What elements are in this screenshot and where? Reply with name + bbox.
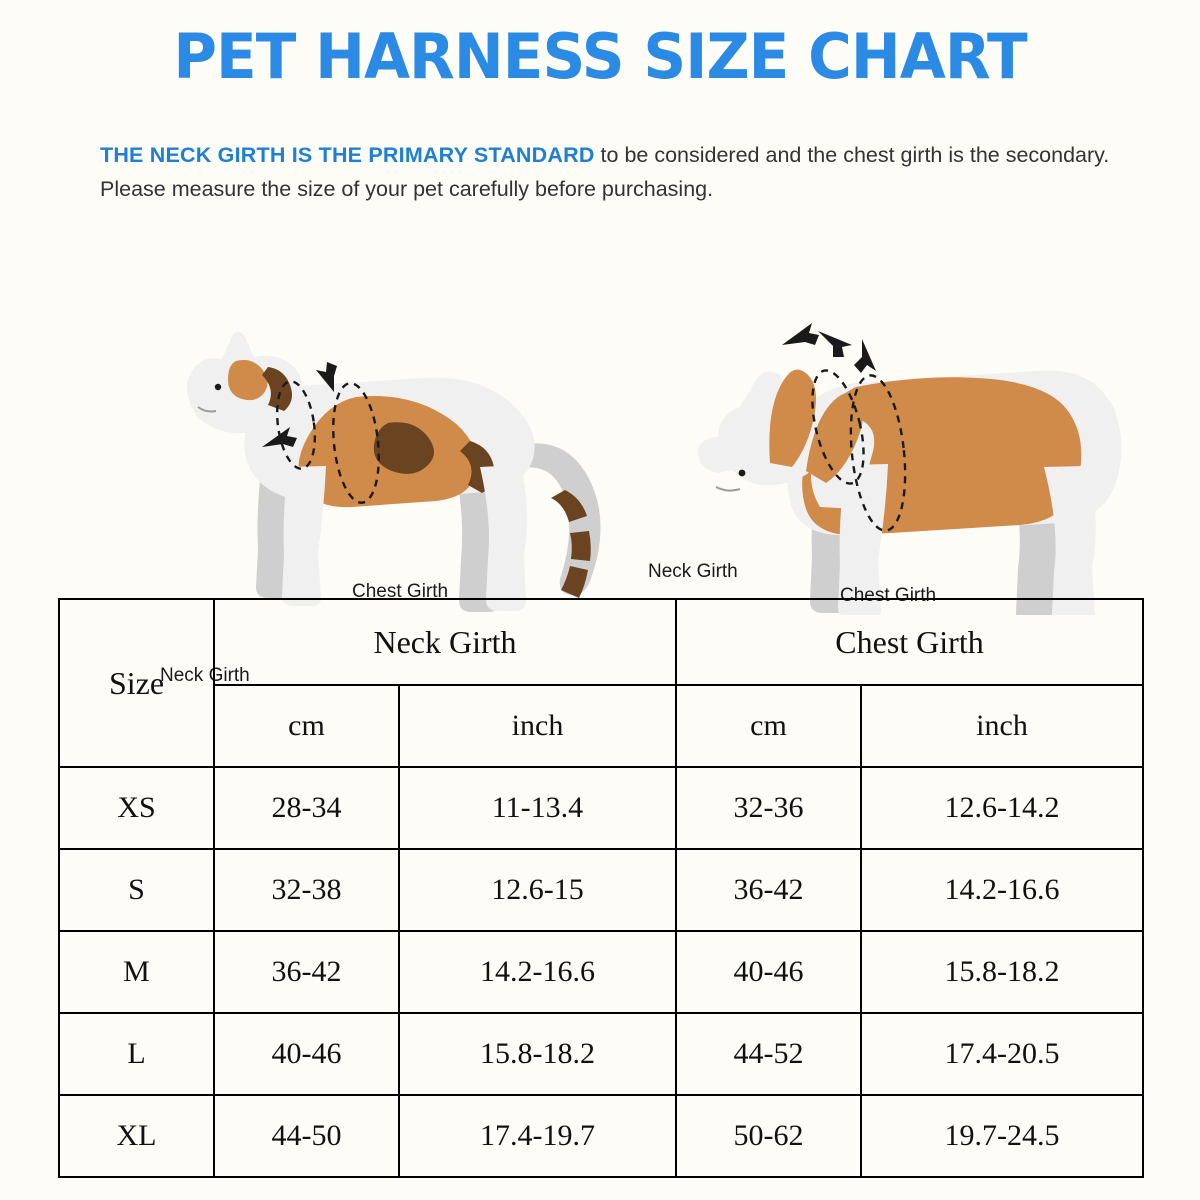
cell-chest-inch: 15.8-18.2: [861, 931, 1143, 1013]
size-chart-table: [58, 598, 1144, 1178]
table-header-row-units: [59, 685, 1143, 767]
cell-neck-cm: 32-38: [214, 849, 399, 931]
pet-illustrations-svg: [0, 215, 1200, 615]
cell-chest-cm: 50-62: [676, 1095, 861, 1177]
intro-highlight: THE NECK GIRTH IS THE PRIMARY STANDARD: [100, 143, 595, 167]
cell-chest-inch: 14.2-16.6: [861, 849, 1143, 931]
header-neck-cm: cm: [214, 685, 399, 767]
cell-chest-cm: 36-42: [676, 849, 861, 931]
header-size: Size: [59, 599, 214, 767]
table-row: [59, 767, 1143, 849]
dog-chest-girth-label: Chest Girth: [840, 585, 937, 606]
cell-chest-cm: 44-52: [676, 1013, 861, 1095]
cell-size: S: [59, 849, 214, 931]
cell-neck-inch: 14.2-16.6: [399, 931, 676, 1013]
cat-chest-girth-label: Chest Girth: [352, 581, 449, 602]
table-row: [59, 1095, 1143, 1177]
header-chest-cm: cm: [676, 685, 861, 767]
dog-neck-girth-label: Neck Girth: [648, 561, 738, 582]
table-row: [59, 1013, 1143, 1095]
cell-neck-cm: 40-46: [214, 1013, 399, 1095]
intro-rest: to be considered and the chest girth is the secondary. Please measure the size of your pet carefully before purchasing.: [100, 143, 1110, 201]
cell-neck-inch: 17.4-19.7: [399, 1095, 676, 1177]
cell-neck-cm: 36-42: [214, 931, 399, 1013]
cell-chest-inch: 12.6-14.2: [861, 767, 1143, 849]
table-header-row-group: [59, 599, 1143, 685]
table-row: [59, 931, 1143, 1013]
intro-paragraph: [100, 138, 1110, 206]
cell-size: M: [59, 931, 214, 1013]
cell-chest-cm: 32-36: [676, 767, 861, 849]
cell-chest-inch: 19.7-24.5: [861, 1095, 1143, 1177]
header-neck-inch: inch: [399, 685, 676, 767]
header-neck-girth: Neck Girth: [214, 599, 676, 685]
cat-neck-girth-label: Neck Girth: [160, 665, 250, 686]
header-chest-girth: Chest Girth: [676, 599, 1143, 685]
cell-chest-inch: 17.4-20.5: [861, 1013, 1143, 1095]
cell-size: XL: [59, 1095, 214, 1177]
cell-neck-cm: 44-50: [214, 1095, 399, 1177]
table-row: [59, 849, 1143, 931]
cat-illustration: [187, 331, 601, 612]
cell-neck-cm: 28-34: [214, 767, 399, 849]
cell-chest-cm: 40-46: [676, 931, 861, 1013]
page-title: PET HARNESS SIZE CHART: [173, 20, 1027, 93]
cell-size: XS: [59, 767, 214, 849]
cell-neck-inch: 12.6-15: [399, 849, 676, 931]
cell-neck-inch: 11-13.4: [399, 767, 676, 849]
header-chest-inch: inch: [861, 685, 1143, 767]
cell-neck-inch: 15.8-18.2: [399, 1013, 676, 1095]
dog-illustration: [698, 323, 1122, 615]
cell-size: L: [59, 1013, 214, 1095]
